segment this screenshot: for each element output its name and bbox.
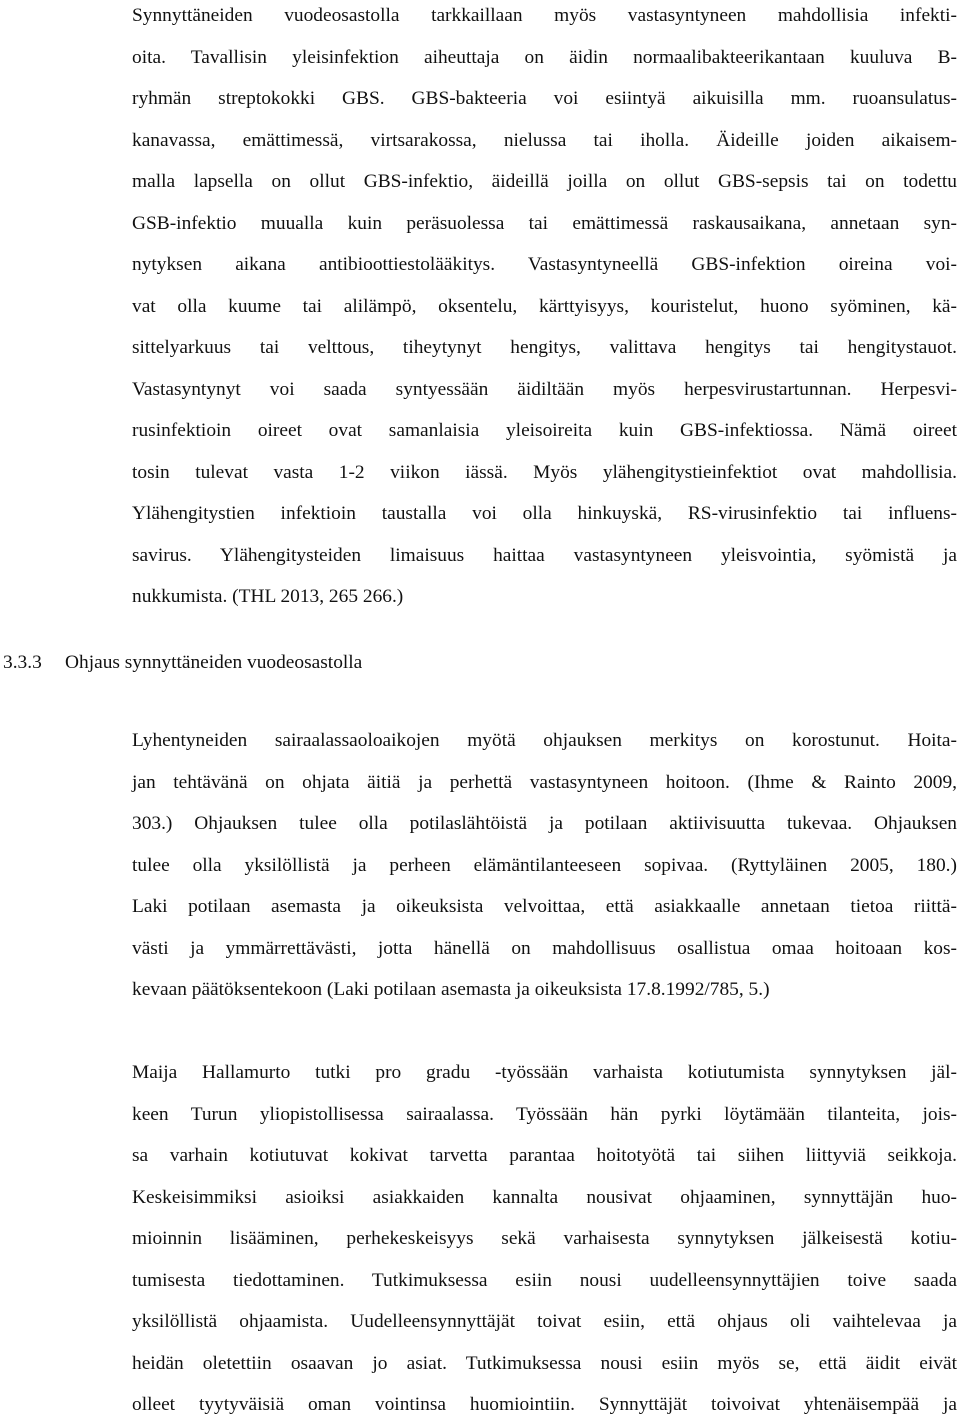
text-line: sittelyarkuus tai velttous, tiheytynyt hengitys, valittava hengitys tai hengitystauot. <box>132 337 957 358</box>
text-line: tosin tulevat vasta 1-2 viikon iässä. Myös ylähengitystieinfektiot ovat mahdollisia. <box>132 461 957 483</box>
text-line: kanavassa, emättimessä, virtsarakossa, nielussa tai iholla. Äideille joiden aikaisem- <box>132 129 957 151</box>
text-line: Laki potilaan asemasta ja oikeuksista velvoittaa, että asiakkaalle annetaan tietoa riittä- <box>132 896 957 917</box>
section-number: 3.3.3 <box>3 652 42 673</box>
text-line: rusinfektioin oireet ovat samanlaisia yleisoireita kuin GBS-infektiossa. Nämä oireet <box>132 420 957 441</box>
text-line: keen Turun yliopistollisessa sairaalassa. Työssään hän pyrki löytämään tilanteita, jois- <box>132 1103 957 1125</box>
text-line: kevaan päätöksentekoon (Laki potilaan asemasta ja oikeuksista 17.8.1992/785, 5.) <box>132 979 770 1000</box>
text-line: Synnyttäneiden vuodeosastolla tarkkaillaan myös vastasyntyneen mahdollisia infekti- <box>132 5 957 26</box>
section-heading <box>3 648 362 678</box>
text-line: Keskeisimmiksi asioiksi asiakkaiden kannalta nousivat ohjaaminen, synnyttäjän huo- <box>132 1186 957 1208</box>
text-line: yksilöllistä ohjaamista. Uudelleensynnyttäjät toivat esiin, että ohjaus oli vaihtelevaa ja <box>132 1311 957 1332</box>
text-line: jan tehtävänä on ohjata äitiä ja perhettä vastasyntyneen hoitoon. (Ihme & Rainto 2009, <box>132 771 957 793</box>
text-line: oita. Tavallisin yleisinfektion aiheuttaja on äidin normaalibakteerikantaan kuuluva B- <box>132 46 957 68</box>
text-line: mioinnin lisääminen, perhekeskeisyys sekä varhaisesta synnytyksen jälkeisestä kotiu- <box>132 1228 957 1249</box>
text-line: nytyksen aikana antibioottiestolääkitys. Vastasyntyneellä GBS-infektion oireina voi- <box>132 254 957 275</box>
text-line: sa varhain kotiutuvat kokivat tarvetta parantaa hoitotyötä tai siihen liittyviä seikkoja. <box>132 1145 957 1166</box>
text-line: vat olla kuume tai alilämpö, oksentelu, kärttyisyys, kouristelut, huono syöminen, kä- <box>132 295 957 317</box>
text-line: Maija Hallamurto tutki pro gradu -työssään varhaista kotiutumista synnytyksen jäl- <box>132 1062 957 1083</box>
text-line: ryhmän streptokokki GBS. GBS-bakteeria voi esiintyä aikuisilla mm. ruoansulatus- <box>132 88 957 109</box>
text-line: Vastasyntynyt voi saada syntyessään äidiltään myös herpesvirustartunnan. Herpesvi- <box>132 378 957 400</box>
text-line: tulee olla yksilöllistä ja perheen elämäntilanteeseen sopivaa. (Ryttyläinen 2005, 180.) <box>132 854 957 876</box>
text-line: 303.) Ohjauksen tulee olla potilaslähtöistä ja potilaan aktiivisuutta tukevaa. Ohjauksen <box>132 813 957 834</box>
text-line: savirus. Ylähengitysteiden limaisuus haittaa vastasyntyneen yleisvointia, syömistä ja <box>132 544 957 566</box>
paragraph-guidance <box>132 720 957 1011</box>
text-line: västi ja ymmärrettävästi, jotta hänellä on mahdollisuus osallistua omaa hoitoaan kos- <box>132 937 957 959</box>
text-line: olleet tyytyväisiä oman vointinsa huomiointiin. Synnyttäjät toivoivat yhtenäisempää ja <box>132 1394 957 1415</box>
text-line: heidän oletettiin osaavan jo asiat. Tutkimuksessa nousi esiin myös se, että äidit eivät <box>132 1352 957 1374</box>
text-line: Ylähengitystien infektioin taustalla voi olla hinkuyskä, RS-virusinfektio tai influens- <box>132 503 957 524</box>
section-title: Ohjaus synnyttäneiden vuodeosastolla <box>65 652 363 673</box>
text-line: tumisesta tiedottaminen. Tutkimuksessa esiin nousi uudelleensynnyttäjien toive saada <box>132 1269 957 1291</box>
paragraph-newborn-infections <box>132 0 957 618</box>
text-line: malla lapsella on ollut GBS-infektio, äideillä joilla on ollut GBS-sepsis tai on todettu <box>132 171 957 192</box>
paragraph-research <box>132 1052 957 1426</box>
text-line: nukkumista. (THL 2013, 265 266.) <box>132 586 404 607</box>
text-line: GSB-infektio muualla kuin peräsuolessa tai emättimessä raskausaikana, annetaan syn- <box>132 212 957 234</box>
text-line: Lyhentyneiden sairaalassaoloaikojen myötä ohjauksen merkitys on korostunut. Hoita- <box>132 730 957 751</box>
